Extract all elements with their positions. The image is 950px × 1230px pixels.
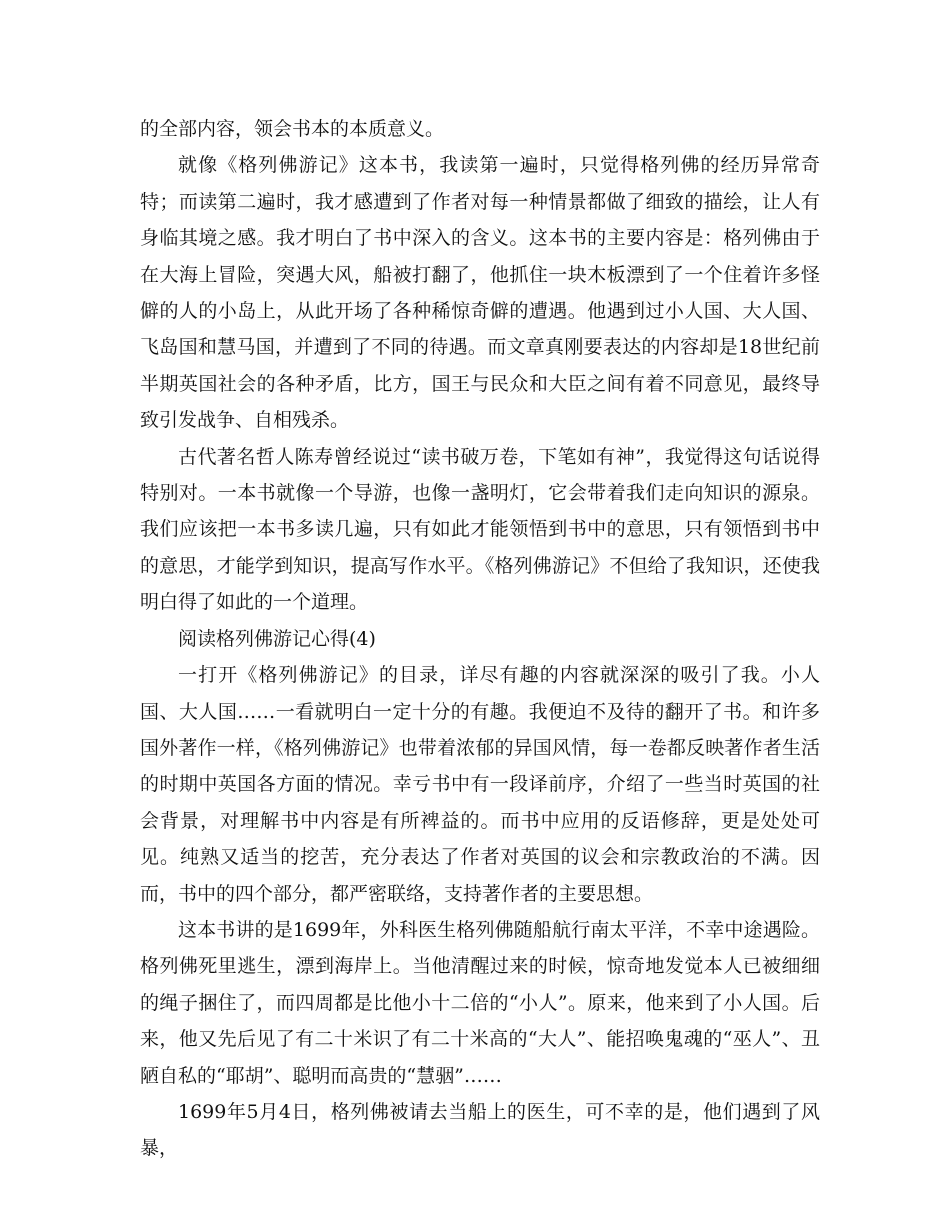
document-body	[140, 111, 820, 1167]
paragraph: 一打开《格列佛游记》的目录，详尽有趣的内容就深深的吸引了我。小人国、大人国……一看就明白一定十分的有趣。我便迫不及待的翻开了书。和许多国外著作一样，《格列佛游记》也带着浓郁的异国风情，每一卷都反映著作者生活的时期中英国各方面的情况。幸亏书中有一段译前序，介绍了一些当时英国的社会背景，对理解书中内容是有所裨益的。而书中应用的反语修辞，更是处处可见。纯熟又适当的挖苦，充分表达了作者对英国的议会和宗教政治的不满。因而，书中的四个部分，都严密联络，支持著作者的主要思想。	[140, 664, 820, 905]
paragraph-continuation: 的全部内容，领会书本的本质意义。	[140, 118, 445, 140]
section-heading: 阅读格列佛游记心得(4)	[178, 627, 376, 650]
paragraph: 就像《格列佛游记》这本书，我读第一遍时，只觉得格列佛的经历异常奇特；而读第二遍时，我才感遭到了作者对每一种情景都做了细致的描绘，让人有身临其境之感。我才明白了书中深入的含义。这本书的主要内容是：格列佛由于在大海上冒险，突遇大风，船被打翻了，他抓住一块木板漂到了一个住着许多怪僻的人的小岛上，从此开场了各种稀惊奇僻的遭遇。他遇到过小人国、大人国、飞岛国和慧马国，并遭到了不同的待遇。而文章真刚要表达的内容却是18世纪前半期英国社会的各种矛盾，比方，国王与民众和大臣之间有着不同意见，最终导致引发战争、自相残杀。	[140, 154, 820, 432]
paragraph: 这本书讲的是1699年，外科医生格列佛随船航行南太平洋，不幸中途遇险。格列佛死里逃生，漂到海岸上。当他清醒过来的时候，惊奇地发觉本人已被细细的绳子捆住了，而四周都是比他小十二倍的“小人”。原来，他来到了小人国。后来，他又先后见了有二十米识了有二十米高的“大人”、能招唤鬼魂的“巫人”、丑陋自私的“耶胡”、聪明而高贵的“慧骃”……	[140, 918, 820, 1087]
paragraph: 古代著名哲人陈寿曾经说过“读书破万卷，下笔如有神”，我觉得这句话说得特别对。一本书就像一个导游，也像一盏明灯，它会带着我们走向知识的源泉。我们应该把一本书多读几遍，只有如此才能领悟到书中的意思，只有领悟到书中的意思，才能学到知识，提高写作水平。《格列佛游记》不但给了我知识，还使我明白得了如此的一个道理。	[140, 445, 820, 614]
paragraph: 1699年5月4日，格列佛被请去当船上的医生，可不幸的是，他们遇到了风暴，	[140, 1100, 820, 1160]
